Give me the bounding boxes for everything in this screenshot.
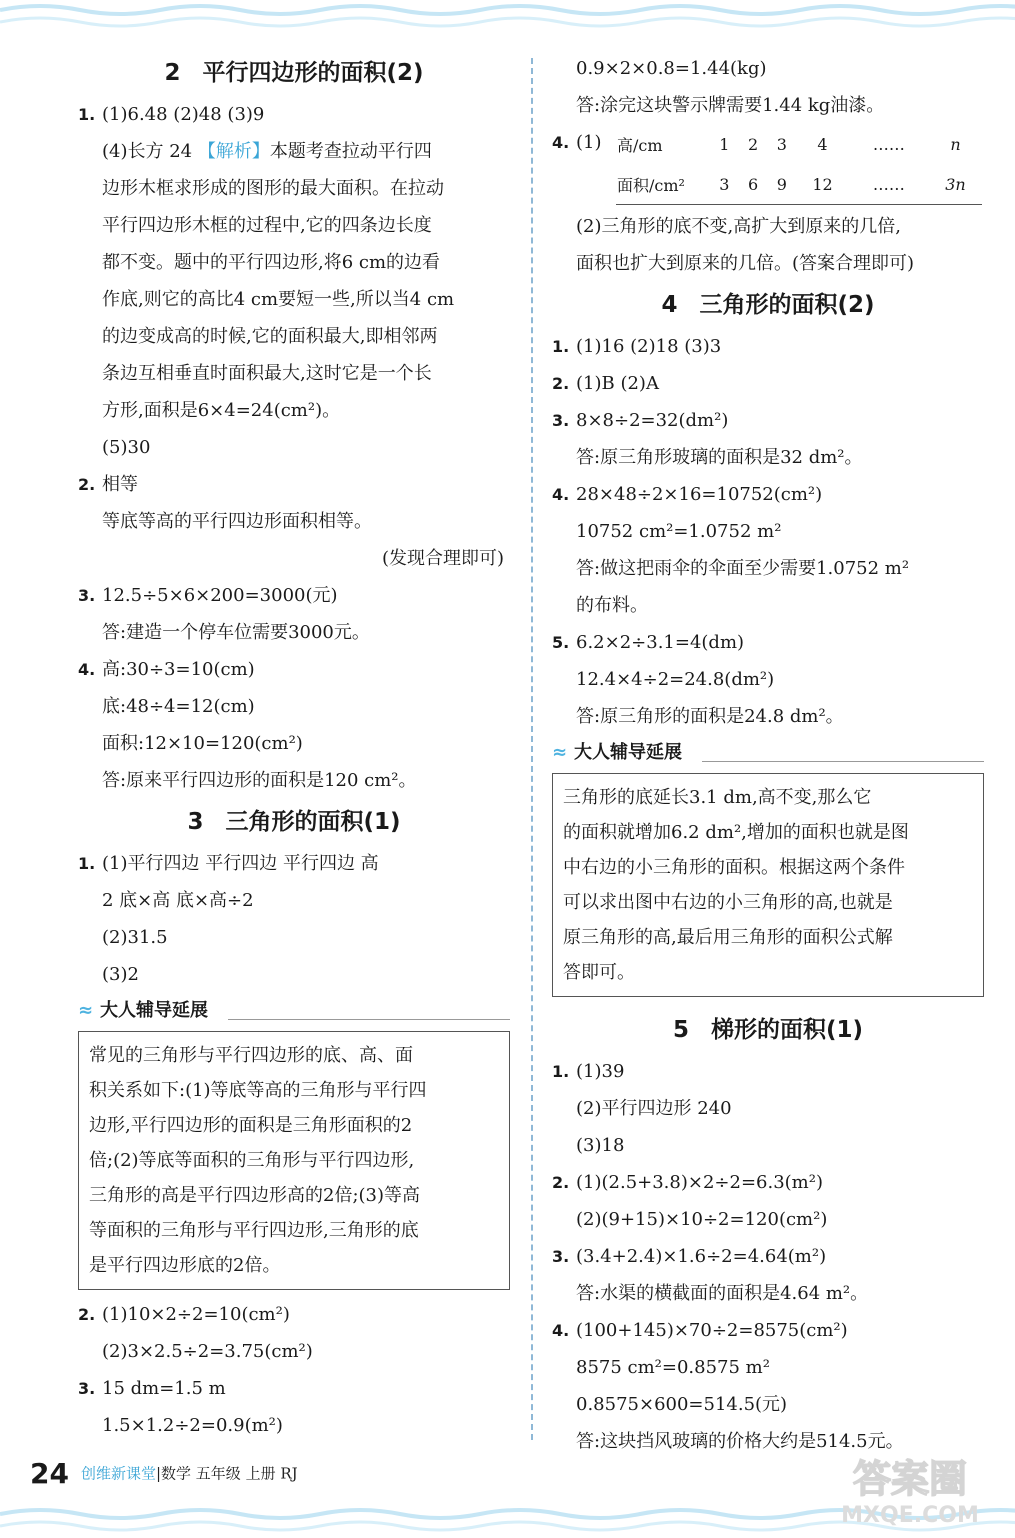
answer-line: 边形木框求形成的图形的最大面积。在拉动 [102,178,444,199]
table-cell: 3 [719,174,730,194]
extension-line: 三角形的高是平行四边形高的2倍;(3)等高 [89,1185,421,1206]
extension-line: 中右边的小三角形的面积。根据这两个条件 [563,857,905,878]
answer-line: 8575 cm²=0.8575 m² [576,1357,770,1378]
answer-line: 4. 28×48÷2×16=10752(cm²) [552,484,823,505]
answer-line: 1.5×1.2÷2=0.9(m²) [102,1415,283,1436]
answer-line: 3. 15 dm=1.5 m [78,1378,226,1399]
answer-line: 平行四边形木框的过程中,它的四条边长度 [102,215,432,236]
answer-line: 方形,面积是6×4=24(cm²)。 [102,400,341,421]
table-cell: 4 [817,134,828,154]
watermark-text: 答案圈 [852,1457,968,1501]
answer-line: (2)3×2.5÷2=3.75(cm²) [102,1341,313,1362]
section-heading: 5 梯形的面积(1) [672,1017,864,1043]
answer-line: 4. (100+145)×70÷2=8575(cm²) [552,1320,848,1341]
extension-heading: ≈ 大人辅导延展 [78,993,510,1029]
table-cell: …… [872,174,905,194]
answer-line: 答:这块挡风玻璃的价格大约是514.5元。 [576,1431,904,1452]
answer-line: 2. (1)(2.5+3.8)×2÷2=6.3(m²) [552,1172,823,1193]
extension-line: 三角形的底延长3.1 dm,高不变,那么它 [563,787,872,808]
answer-line: 1. (1)平行四边 平行四边 平行四边 高 [78,853,379,874]
answer-line: 等底等高的平行四边形面积相等。 [102,511,372,532]
table-block [552,124,984,208]
table-cell: 1 [719,134,730,154]
page-number: 24 [30,1456,69,1490]
extension-line: 等面积的三角形与平行四边形,三角形的底 [89,1220,419,1241]
answer-line: (3)18 [576,1135,625,1156]
answer-line: 5. 6.2×2÷3.1=4(dm) [552,632,745,653]
extension-box [78,1031,510,1290]
extension-box [552,773,984,997]
answer-line: 3. (3.4+2.4)×1.6÷2=4.64(m²) [552,1246,827,1267]
table-cell: 12 [812,174,833,194]
table-cell: 6 [747,174,759,194]
answer-line: 3. 12.5÷5×6×200=3000(元) [78,585,338,606]
answer-line: 答:做这把雨伞的伞面至少需要1.0752 m² [576,558,910,579]
left-column [78,50,510,1444]
wave-icon: ≈ [552,742,568,763]
watermark-url: MXQE.COM [841,1503,979,1528]
answer-line: 都不变。题中的平行四边形,将6 cm的边看 [102,252,441,273]
answer-line: (3)2 [102,964,139,985]
watermark-logo [818,1450,1003,1530]
extension-line: 原三角形的高,最后用三角形的面积公式解 [563,927,893,948]
answer-line: 面积:12×10=120(cm²) [102,733,303,754]
answer-line: 4. (1) [552,132,602,153]
answer-line: 面积也扩大到原来的几倍。(答案合理即可) [576,253,915,274]
answer-line: 答:涂完这块警示牌需要1.44 kg油漆。 [576,95,885,116]
answer-line: (4)长方 24 【解析】本题考查拉动平行四 [102,141,432,162]
answer-line: 答:原来平行四边形的面积是120 cm²。 [102,770,417,791]
answer-line: 2. (1)10×2÷2=10(cm²) [78,1304,290,1325]
wave-icon: ≈ [78,1000,94,1021]
extension-line: 积关系如下:(1)等底等高的三角形与平行四 [89,1080,427,1101]
answer-line: 答:原三角形的面积是24.8 dm²。 [576,706,844,727]
data-table [616,124,982,205]
answer-line: 2. (1)B (2)A [552,373,659,394]
column-divider [531,58,533,1440]
extension-line: 的面积就增加6.2 dm²,增加的面积也就是图 [563,822,909,843]
extension-line: 边形,平行四边形的面积是三角形面积的2 [89,1115,413,1136]
table-row [616,164,982,204]
answer-line: 4. 高:30÷3=10(cm) [78,659,255,680]
table-cell: 面积/cm² [617,175,685,195]
answer-line: 作底,则它的高比4 cm要短一些,所以当4 cm [102,289,455,310]
extension-line: 答即可。 [563,962,635,983]
answer-line: 1. (1)6.48 (2)48 (3)9 [78,104,265,125]
book-info: |数学 五年级 上册 RJ [155,1464,298,1483]
answer-line: 2. 相等 [78,474,138,495]
answer-line: 的边变成高的时候,它的面积最大,即相邻两 [102,326,438,347]
extension-line: 是平行四边形底的2倍。 [89,1255,281,1276]
table-cell: …… [872,134,905,154]
table-cell: 9 [776,174,787,194]
answer-line: 的布料。 [576,595,648,616]
answer-line: 0.9×2×0.8=1.44(kg) [576,58,767,79]
table-cell: 3n [945,174,966,194]
extension-line: 可以求出图中右边的小三角形的高,也就是 [563,892,893,913]
extension-line: 倍;(2)等底等面积的三角形与平行四边形, [89,1150,415,1171]
answer-line: 答:水渠的横截面的面积是4.64 m²。 [576,1283,869,1304]
answer-line: 1. (1)16 (2)18 (3)3 [552,336,722,357]
answer-line: 条边互相垂直时面积最大,这时它是一个长 [102,363,432,384]
section-heading: 4 三角形的面积(2) [661,292,875,318]
answer-line: 2 底×高 底×高÷2 [102,890,254,911]
table-cell: 3 [776,134,787,154]
top-wave-border [0,0,1015,38]
answer-line: 底:48÷4=12(cm) [102,696,255,717]
answer-line: (2)三角形的底不变,高扩大到原来的几倍, [576,216,901,237]
page-footer [30,1456,298,1490]
answer-line: (2)31.5 [102,927,168,948]
analysis-tag: 【解析】 [197,141,270,162]
answer-line: 10752 cm²=1.0752 m² [576,521,782,542]
answer-line: 答:原三角形玻璃的面积是32 dm²。 [576,447,863,468]
section-heading: 3 三角形的面积(1) [187,809,401,835]
answer-line: (2)(9+15)×10÷2=120(cm²) [576,1209,828,1230]
table-cell: 2 [747,134,759,154]
answer-line: 0.8575×600=514.5(元) [576,1394,788,1415]
table-row [616,124,982,164]
extension-heading: ≈ 大人辅导延展 [552,735,984,771]
right-column [552,50,984,1460]
table-cell: n [950,134,961,154]
answer-note: (发现合理即可) [381,548,504,569]
extension-line: 常见的三角形与平行四边形的底、高、面 [89,1045,413,1066]
answer-line: 12.4×4÷2=24.8(dm²) [576,669,775,690]
answer-line: (5)30 [102,437,151,458]
answer-line: 答:建造一个停车位需要3000元。 [102,622,370,643]
section-heading: 2 平行四边形的面积(2) [164,60,424,86]
table-cell: 高/cm [617,135,663,155]
brand-name: 创维新课堂 [80,1464,156,1483]
answer-line: 3. 8×8÷2=32(dm²) [552,410,729,431]
answer-line: 1. (1)39 [552,1061,625,1082]
answer-line: (2)平行四边形 240 [576,1098,732,1119]
